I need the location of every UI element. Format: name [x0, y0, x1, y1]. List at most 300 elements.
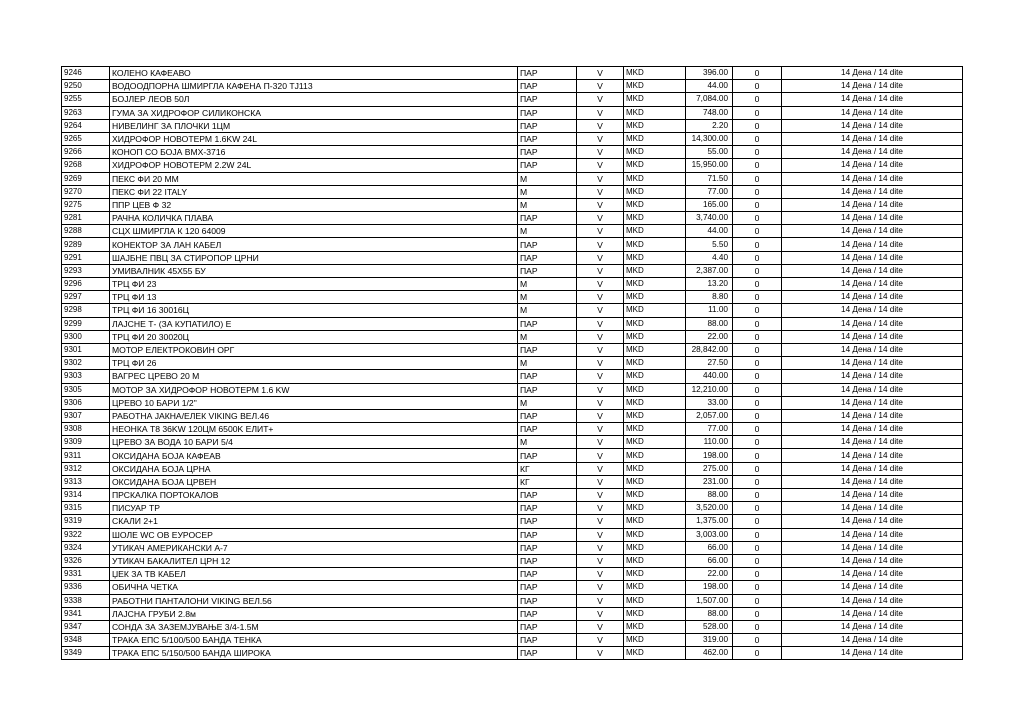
- price-cell: 12,210.00: [686, 383, 733, 396]
- quantity-cell: 0: [733, 489, 782, 502]
- delivery-term-cell: 14 Дена / 14 dite: [782, 594, 963, 607]
- price-cell: 7,084.00: [686, 93, 733, 106]
- item-name-cell: СЦХ ШМИРГЛА К 120 64009: [110, 225, 518, 238]
- v-flag-cell: V: [577, 343, 624, 356]
- item-code-cell: 9263: [62, 106, 110, 119]
- v-flag-cell: V: [577, 304, 624, 317]
- table-row: [62, 396, 963, 409]
- v-flag-cell: V: [577, 172, 624, 185]
- item-code-cell: 9336: [62, 581, 110, 594]
- item-name-cell: ХИДРОФОР НОВОТЕРМ 2.2W 24L: [110, 159, 518, 172]
- item-name-cell: КОНЕКТОР ЗА ЛАН КАБЕЛ: [110, 238, 518, 251]
- v-flag-cell: V: [577, 80, 624, 93]
- delivery-term-cell: 14 Дена / 14 dite: [782, 67, 963, 80]
- currency-cell: MKD: [624, 119, 686, 132]
- item-name-cell: ВОДООДПОРНА ШМИРГЛА КАФЕНА П-320 TJ113: [110, 80, 518, 93]
- price-cell: 66.00: [686, 554, 733, 567]
- item-name-cell: УТИКАЧ АМЕРИКАНСКИ А-7: [110, 541, 518, 554]
- table-row: [62, 462, 963, 475]
- item-name-cell: НЕОНКА Т8 36KW 120ЦМ 6500K ЕЛИТ+: [110, 423, 518, 436]
- v-flag-cell: V: [577, 185, 624, 198]
- currency-cell: MKD: [624, 383, 686, 396]
- delivery-term-cell: 14 Дена / 14 dite: [782, 502, 963, 515]
- currency-cell: MKD: [624, 449, 686, 462]
- currency-cell: MKD: [624, 172, 686, 185]
- quantity-cell: 0: [733, 475, 782, 488]
- item-code-cell: 9275: [62, 198, 110, 211]
- item-code-cell: 9348: [62, 634, 110, 647]
- item-name-cell: ТРЦ ФИ 23: [110, 278, 518, 291]
- unit-cell: ПАР: [518, 515, 577, 528]
- v-flag-cell: V: [577, 423, 624, 436]
- currency-cell: MKD: [624, 620, 686, 633]
- currency-cell: MKD: [624, 67, 686, 80]
- currency-cell: MKD: [624, 251, 686, 264]
- currency-cell: MKD: [624, 607, 686, 620]
- quantity-cell: 0: [733, 436, 782, 449]
- delivery-term-cell: 14 Дена / 14 dite: [782, 159, 963, 172]
- price-cell: 11.00: [686, 304, 733, 317]
- table-row: [62, 634, 963, 647]
- currency-cell: MKD: [624, 528, 686, 541]
- price-cell: 8.80: [686, 291, 733, 304]
- item-name-cell: ХИДРОФОР НОВОТЕРМ 1.6KW 24L: [110, 132, 518, 145]
- item-code-cell: 9246: [62, 67, 110, 80]
- item-name-cell: ТРАКА ЕПС 5/150/500 БАНДА ШИРОКА: [110, 647, 518, 660]
- v-flag-cell: V: [577, 132, 624, 145]
- quantity-cell: 0: [733, 264, 782, 277]
- v-flag-cell: V: [577, 554, 624, 567]
- price-cell: 3,740.00: [686, 212, 733, 225]
- unit-cell: ПАР: [518, 554, 577, 567]
- delivery-term-cell: 14 Дена / 14 dite: [782, 330, 963, 343]
- item-code-cell: 9293: [62, 264, 110, 277]
- price-cell: 462.00: [686, 647, 733, 660]
- v-flag-cell: V: [577, 357, 624, 370]
- v-flag-cell: V: [577, 594, 624, 607]
- item-code-cell: 9264: [62, 119, 110, 132]
- quantity-cell: 0: [733, 343, 782, 356]
- item-code-cell: 9298: [62, 304, 110, 317]
- unit-cell: ПАР: [518, 67, 577, 80]
- item-name-cell: ППР ЦЕВ Ф 32: [110, 198, 518, 211]
- item-name-cell: РАБОТНА ЈАКНА/ЕЛЕК VIKING ВЕЛ.46: [110, 409, 518, 422]
- currency-cell: MKD: [624, 106, 686, 119]
- table-row: [62, 317, 963, 330]
- item-name-cell: МОТОР ЗА ХИДРОФОР НОВОТЕРМ 1.6 KW: [110, 383, 518, 396]
- item-code-cell: 9269: [62, 172, 110, 185]
- quantity-cell: 0: [733, 80, 782, 93]
- unit-cell: ПАР: [518, 343, 577, 356]
- table-row: [62, 212, 963, 225]
- quantity-cell: 0: [733, 119, 782, 132]
- item-code-cell: 9312: [62, 462, 110, 475]
- v-flag-cell: V: [577, 330, 624, 343]
- v-flag-cell: V: [577, 264, 624, 277]
- item-code-cell: 9305: [62, 383, 110, 396]
- v-flag-cell: V: [577, 251, 624, 264]
- v-flag-cell: V: [577, 607, 624, 620]
- price-cell: 231.00: [686, 475, 733, 488]
- v-flag-cell: V: [577, 291, 624, 304]
- unit-cell: М: [518, 225, 577, 238]
- currency-cell: MKD: [624, 489, 686, 502]
- table-row: [62, 172, 963, 185]
- currency-cell: MKD: [624, 132, 686, 145]
- unit-cell: ПАР: [518, 251, 577, 264]
- price-cell: 71.50: [686, 172, 733, 185]
- delivery-term-cell: 14 Дена / 14 dite: [782, 93, 963, 106]
- item-name-cell: ШАЈБНЕ ПВЦ ЗА СТИРОПОР ЦРНИ: [110, 251, 518, 264]
- quantity-cell: 0: [733, 449, 782, 462]
- price-cell: 22.00: [686, 330, 733, 343]
- delivery-term-cell: 14 Дена / 14 dite: [782, 212, 963, 225]
- price-list-sheet: [61, 66, 963, 660]
- v-flag-cell: V: [577, 212, 624, 225]
- price-cell: 13.20: [686, 278, 733, 291]
- currency-cell: MKD: [624, 634, 686, 647]
- item-code-cell: 9338: [62, 594, 110, 607]
- unit-cell: ПАР: [518, 93, 577, 106]
- v-flag-cell: V: [577, 502, 624, 515]
- v-flag-cell: V: [577, 106, 624, 119]
- unit-cell: ПАР: [518, 502, 577, 515]
- currency-cell: MKD: [624, 647, 686, 660]
- currency-cell: MKD: [624, 146, 686, 159]
- currency-cell: MKD: [624, 541, 686, 554]
- quantity-cell: 0: [733, 238, 782, 251]
- v-flag-cell: V: [577, 634, 624, 647]
- v-flag-cell: V: [577, 647, 624, 660]
- v-flag-cell: V: [577, 541, 624, 554]
- quantity-cell: 0: [733, 607, 782, 620]
- table-row: [62, 528, 963, 541]
- item-code-cell: 9291: [62, 251, 110, 264]
- unit-cell: ПАР: [518, 383, 577, 396]
- price-cell: 3,520.00: [686, 502, 733, 515]
- delivery-term-cell: 14 Дена / 14 dite: [782, 80, 963, 93]
- item-name-cell: СОНДА ЗА ЗАЗЕМЈУВАЊЕ 3/4-1.5М: [110, 620, 518, 633]
- quantity-cell: 0: [733, 594, 782, 607]
- delivery-term-cell: 14 Дена / 14 dite: [782, 423, 963, 436]
- delivery-term-cell: 14 Дена / 14 dite: [782, 172, 963, 185]
- currency-cell: MKD: [624, 198, 686, 211]
- price-cell: 5.50: [686, 238, 733, 251]
- quantity-cell: 0: [733, 67, 782, 80]
- item-name-cell: ЦРЕВО 10 БАРИ 1/2": [110, 396, 518, 409]
- delivery-term-cell: 14 Дена / 14 dite: [782, 634, 963, 647]
- item-code-cell: 9300: [62, 330, 110, 343]
- unit-cell: М: [518, 185, 577, 198]
- v-flag-cell: V: [577, 93, 624, 106]
- currency-cell: MKD: [624, 409, 686, 422]
- table-row: [62, 383, 963, 396]
- table-row: [62, 581, 963, 594]
- item-code-cell: 9255: [62, 93, 110, 106]
- unit-cell: ПАР: [518, 370, 577, 383]
- price-cell: 4.40: [686, 251, 733, 264]
- currency-cell: MKD: [624, 238, 686, 251]
- price-list-body: [62, 67, 963, 660]
- item-name-cell: СКАЛИ 2+1: [110, 515, 518, 528]
- delivery-term-cell: 14 Дена / 14 dite: [782, 146, 963, 159]
- item-code-cell: 9266: [62, 146, 110, 159]
- table-row: [62, 423, 963, 436]
- quantity-cell: 0: [733, 291, 782, 304]
- item-name-cell: ЏЕК ЗА ТВ КАБЕЛ: [110, 568, 518, 581]
- table-row: [62, 291, 963, 304]
- table-row: [62, 607, 963, 620]
- v-flag-cell: V: [577, 146, 624, 159]
- table-row: [62, 489, 963, 502]
- unit-cell: ПАР: [518, 317, 577, 330]
- v-flag-cell: V: [577, 383, 624, 396]
- unit-cell: М: [518, 330, 577, 343]
- quantity-cell: 0: [733, 502, 782, 515]
- v-flag-cell: V: [577, 409, 624, 422]
- price-cell: 15,950.00: [686, 159, 733, 172]
- item-name-cell: КОЛЕНО КАФЕАВО: [110, 67, 518, 80]
- item-code-cell: 9309: [62, 436, 110, 449]
- price-cell: 44.00: [686, 80, 733, 93]
- price-cell: 319.00: [686, 634, 733, 647]
- item-code-cell: 9250: [62, 80, 110, 93]
- currency-cell: MKD: [624, 475, 686, 488]
- item-name-cell: ШОЛЕ WC ОВ ЕУРОСЕР: [110, 528, 518, 541]
- item-name-cell: ОКСИДАНА БОЈА ЦРВЕН: [110, 475, 518, 488]
- delivery-term-cell: 14 Дена / 14 dite: [782, 515, 963, 528]
- price-cell: 28,842.00: [686, 343, 733, 356]
- unit-cell: М: [518, 198, 577, 211]
- v-flag-cell: V: [577, 119, 624, 132]
- v-flag-cell: V: [577, 475, 624, 488]
- quantity-cell: 0: [733, 528, 782, 541]
- v-flag-cell: V: [577, 159, 624, 172]
- currency-cell: MKD: [624, 594, 686, 607]
- unit-cell: ПАР: [518, 620, 577, 633]
- price-cell: 198.00: [686, 449, 733, 462]
- quantity-cell: 0: [733, 172, 782, 185]
- table-row: [62, 304, 963, 317]
- quantity-cell: 0: [733, 581, 782, 594]
- table-row: [62, 449, 963, 462]
- item-name-cell: РАБОТНИ ПАНТАЛОНИ VIKING ВЕЛ.56: [110, 594, 518, 607]
- currency-cell: MKD: [624, 502, 686, 515]
- item-code-cell: 9307: [62, 409, 110, 422]
- table-row: [62, 502, 963, 515]
- delivery-term-cell: 14 Дена / 14 dite: [782, 581, 963, 594]
- item-code-cell: 9349: [62, 647, 110, 660]
- currency-cell: MKD: [624, 357, 686, 370]
- table-row: [62, 475, 963, 488]
- currency-cell: MKD: [624, 317, 686, 330]
- item-code-cell: 9303: [62, 370, 110, 383]
- currency-cell: MKD: [624, 212, 686, 225]
- delivery-term-cell: 14 Дена / 14 dite: [782, 198, 963, 211]
- quantity-cell: 0: [733, 634, 782, 647]
- item-code-cell: 9289: [62, 238, 110, 251]
- v-flag-cell: V: [577, 515, 624, 528]
- quantity-cell: 0: [733, 132, 782, 145]
- quantity-cell: 0: [733, 396, 782, 409]
- table-row: [62, 225, 963, 238]
- quantity-cell: 0: [733, 317, 782, 330]
- unit-cell: ПАР: [518, 80, 577, 93]
- delivery-term-cell: 14 Дена / 14 dite: [782, 436, 963, 449]
- table-row: [62, 238, 963, 251]
- item-name-cell: ОБИЧНА ЧЕТКА: [110, 581, 518, 594]
- delivery-term-cell: 14 Дена / 14 dite: [782, 251, 963, 264]
- price-cell: 440.00: [686, 370, 733, 383]
- quantity-cell: 0: [733, 554, 782, 567]
- item-name-cell: ПЕКС ФИ 22 ITALY: [110, 185, 518, 198]
- quantity-cell: 0: [733, 225, 782, 238]
- delivery-term-cell: 14 Дена / 14 dite: [782, 278, 963, 291]
- delivery-term-cell: 14 Дена / 14 dite: [782, 317, 963, 330]
- delivery-term-cell: 14 Дена / 14 dite: [782, 264, 963, 277]
- table-row: [62, 198, 963, 211]
- delivery-term-cell: 14 Дена / 14 dite: [782, 528, 963, 541]
- item-name-cell: ТРЦ ФИ 16 30016Ц: [110, 304, 518, 317]
- delivery-term-cell: 14 Дена / 14 dite: [782, 554, 963, 567]
- unit-cell: ПАР: [518, 568, 577, 581]
- unit-cell: КГ: [518, 475, 577, 488]
- item-name-cell: ТРЦ ФИ 20 30020Ц: [110, 330, 518, 343]
- v-flag-cell: V: [577, 581, 624, 594]
- delivery-term-cell: 14 Дена / 14 dite: [782, 607, 963, 620]
- v-flag-cell: V: [577, 568, 624, 581]
- item-code-cell: 9322: [62, 528, 110, 541]
- currency-cell: MKD: [624, 185, 686, 198]
- currency-cell: MKD: [624, 462, 686, 475]
- unit-cell: ПАР: [518, 119, 577, 132]
- currency-cell: MKD: [624, 396, 686, 409]
- v-flag-cell: V: [577, 396, 624, 409]
- item-code-cell: 9308: [62, 423, 110, 436]
- item-name-cell: ТРАКА ЕПС 5/100/500 БАНДА ТЕНКА: [110, 634, 518, 647]
- item-code-cell: 9341: [62, 607, 110, 620]
- price-cell: 3,003.00: [686, 528, 733, 541]
- item-code-cell: 9296: [62, 278, 110, 291]
- table-row: [62, 106, 963, 119]
- item-name-cell: ГУМА ЗА ХИДРОФОР СИЛИКОНСКА: [110, 106, 518, 119]
- item-name-cell: ОКСИДАНА БОЈА КАФЕАВ: [110, 449, 518, 462]
- delivery-term-cell: 14 Дена / 14 dite: [782, 304, 963, 317]
- item-code-cell: 9314: [62, 489, 110, 502]
- item-name-cell: ЛАЈСНЕ Т- (ЗА КУПАТИЛО) Е: [110, 317, 518, 330]
- currency-cell: MKD: [624, 93, 686, 106]
- unit-cell: М: [518, 291, 577, 304]
- price-cell: 88.00: [686, 317, 733, 330]
- table-row: [62, 67, 963, 80]
- quantity-cell: 0: [733, 568, 782, 581]
- unit-cell: ПАР: [518, 489, 577, 502]
- item-name-cell: КОНОП СО БОЈА BMX-3716: [110, 146, 518, 159]
- v-flag-cell: V: [577, 370, 624, 383]
- currency-cell: MKD: [624, 304, 686, 317]
- delivery-term-cell: 14 Дена / 14 dite: [782, 647, 963, 660]
- v-flag-cell: V: [577, 462, 624, 475]
- unit-cell: ПАР: [518, 409, 577, 422]
- quantity-cell: 0: [733, 106, 782, 119]
- quantity-cell: 0: [733, 383, 782, 396]
- table-row: [62, 554, 963, 567]
- unit-cell: М: [518, 357, 577, 370]
- unit-cell: КГ: [518, 462, 577, 475]
- table-row: [62, 119, 963, 132]
- table-row: [62, 159, 963, 172]
- currency-cell: MKD: [624, 278, 686, 291]
- price-cell: 165.00: [686, 198, 733, 211]
- unit-cell: ПАР: [518, 647, 577, 660]
- unit-cell: ПАР: [518, 449, 577, 462]
- table-row: [62, 278, 963, 291]
- item-code-cell: 9288: [62, 225, 110, 238]
- unit-cell: ПАР: [518, 106, 577, 119]
- table-row: [62, 541, 963, 554]
- table-row: [62, 146, 963, 159]
- unit-cell: ПАР: [518, 146, 577, 159]
- unit-cell: ПАР: [518, 594, 577, 607]
- price-cell: 1,375.00: [686, 515, 733, 528]
- quantity-cell: 0: [733, 93, 782, 106]
- unit-cell: ПАР: [518, 423, 577, 436]
- item-name-cell: ПЕКС ФИ 20 ММ: [110, 172, 518, 185]
- currency-cell: MKD: [624, 264, 686, 277]
- quantity-cell: 0: [733, 304, 782, 317]
- table-row: [62, 330, 963, 343]
- currency-cell: MKD: [624, 291, 686, 304]
- price-cell: 33.00: [686, 396, 733, 409]
- price-cell: 1,507.00: [686, 594, 733, 607]
- table-row: [62, 93, 963, 106]
- unit-cell: ПАР: [518, 528, 577, 541]
- table-row: [62, 264, 963, 277]
- price-cell: 198.00: [686, 581, 733, 594]
- unit-cell: М: [518, 396, 577, 409]
- quantity-cell: 0: [733, 462, 782, 475]
- item-name-cell: НИВЕЛИНГ ЗА ПЛОЧКИ 1ЦМ: [110, 119, 518, 132]
- unit-cell: М: [518, 304, 577, 317]
- item-code-cell: 9297: [62, 291, 110, 304]
- table-row: [62, 357, 963, 370]
- table-row: [62, 409, 963, 422]
- currency-cell: MKD: [624, 568, 686, 581]
- unit-cell: ПАР: [518, 238, 577, 251]
- item-code-cell: 9324: [62, 541, 110, 554]
- unit-cell: М: [518, 436, 577, 449]
- currency-cell: MKD: [624, 515, 686, 528]
- price-cell: 275.00: [686, 462, 733, 475]
- currency-cell: MKD: [624, 581, 686, 594]
- item-code-cell: 9319: [62, 515, 110, 528]
- table-row: [62, 436, 963, 449]
- delivery-term-cell: 14 Дена / 14 dite: [782, 370, 963, 383]
- delivery-term-cell: 14 Дена / 14 dite: [782, 489, 963, 502]
- currency-cell: MKD: [624, 554, 686, 567]
- item-code-cell: 9301: [62, 343, 110, 356]
- unit-cell: ПАР: [518, 212, 577, 225]
- v-flag-cell: V: [577, 67, 624, 80]
- item-code-cell: 9270: [62, 185, 110, 198]
- delivery-term-cell: 14 Дена / 14 dite: [782, 357, 963, 370]
- item-name-cell: УТИКАЧ БАКАЛИТЕЛ ЦРН 12: [110, 554, 518, 567]
- quantity-cell: 0: [733, 357, 782, 370]
- quantity-cell: 0: [733, 370, 782, 383]
- item-code-cell: 9265: [62, 132, 110, 145]
- item-name-cell: БОЈЛЕР ЛЕОВ 50Л: [110, 93, 518, 106]
- currency-cell: MKD: [624, 370, 686, 383]
